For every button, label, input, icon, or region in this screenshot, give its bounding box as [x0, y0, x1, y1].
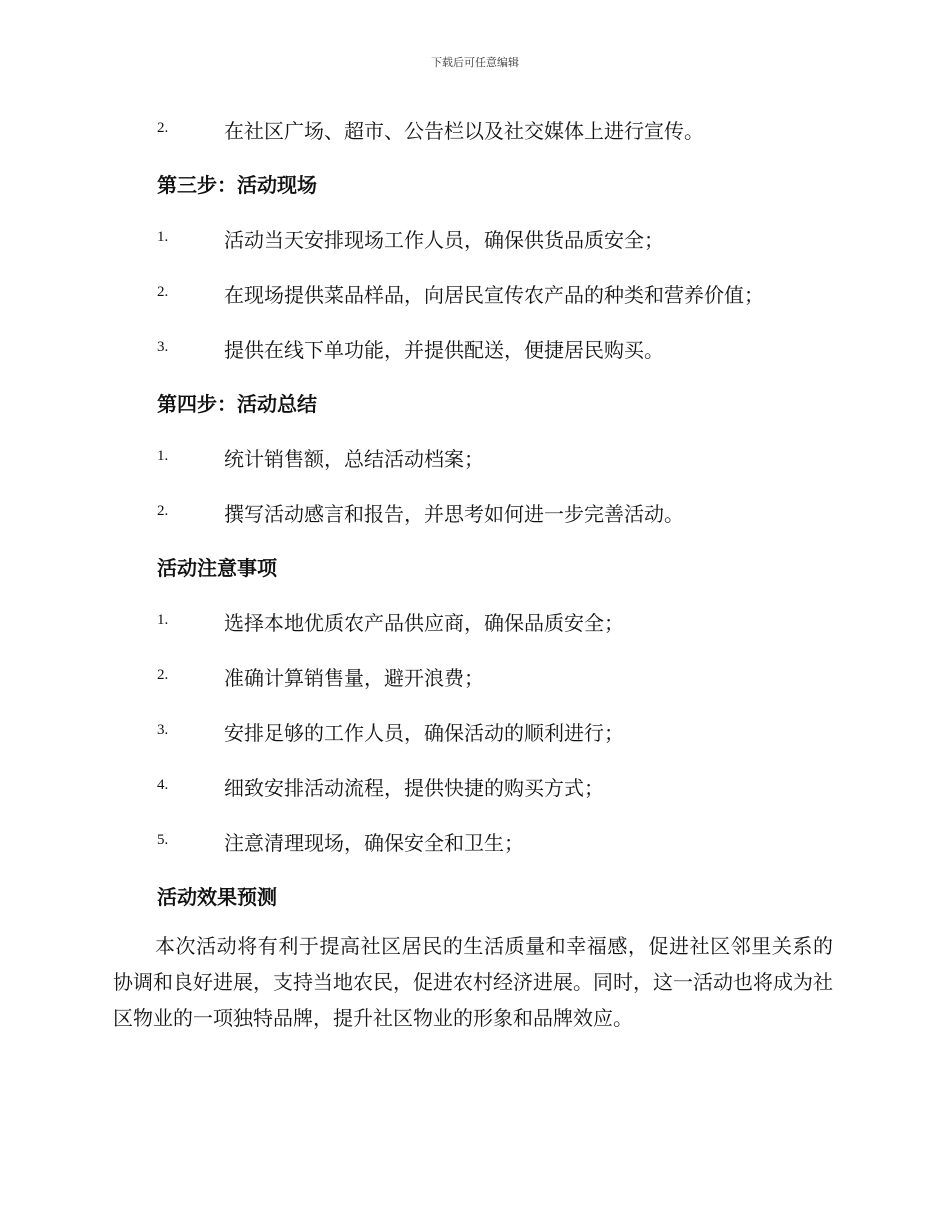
- list-item-text: 准确计算销售量，避开浪费；: [224, 666, 484, 690]
- list-item-number: 3.: [157, 339, 169, 355]
- section-heading-text: 活动注意事项: [157, 556, 277, 580]
- list-item-number: 3.: [157, 722, 169, 738]
- section-heading-text: 第三步：活动现场: [157, 173, 317, 197]
- list-item-text: 提供在线下单功能，并提供配送，便捷居民购买。: [224, 338, 664, 362]
- list-item-number: 2.: [157, 284, 169, 300]
- list-item-text: 注意清理现场，确保安全和卫生；: [224, 831, 524, 855]
- list-item-number: 1.: [157, 229, 169, 245]
- list-item-number: 5.: [157, 832, 169, 848]
- list-item-text: 撰写活动感言和报告，并思考如何进一步完善活动。: [224, 502, 684, 526]
- list-item-text: 选择本地优质农产品供应商，确保品质安全；: [224, 611, 624, 635]
- page-header: 下载后可任意编辑: [431, 56, 519, 69]
- section-heading-text: 活动效果预测: [157, 885, 277, 909]
- list-item-text: 统计销售额，总结活动档案；: [224, 447, 484, 471]
- list-item-text: 安排足够的工作人员，确保活动的顺利进行；: [224, 721, 624, 745]
- list-item-text: 在社区广场、超市、公告栏以及社交媒体上进行宣传。: [224, 119, 704, 143]
- list-item-number: 2.: [157, 667, 169, 683]
- list-item-text: 细致安排活动流程，提供快捷的购买方式；: [224, 776, 604, 800]
- section-heading-text: 第四步：活动总结: [157, 392, 317, 416]
- list-item-number: 2.: [157, 120, 169, 136]
- body-paragraph: 本次活动将有利于提高社区居民的生活质量和幸福感，促进社区邻里关系的协调和良好进展，支持当地农民，促进农村经济进展。同时，这一活动也将成为社区物业的一项独特品牌，提升社区物业的形象和品牌效应。: [113, 934, 833, 1030]
- list-item-number: 2.: [157, 503, 169, 519]
- list-item-number: 1.: [157, 612, 169, 628]
- list-item-text: 在现场提供菜品样品，向居民宣传农产品的种类和营养价值；: [224, 283, 764, 307]
- list-item-text: 活动当天安排现场工作人员，确保供货品质安全；: [224, 228, 664, 252]
- list-item-number: 1.: [157, 448, 169, 464]
- list-item-number: 4.: [157, 777, 169, 793]
